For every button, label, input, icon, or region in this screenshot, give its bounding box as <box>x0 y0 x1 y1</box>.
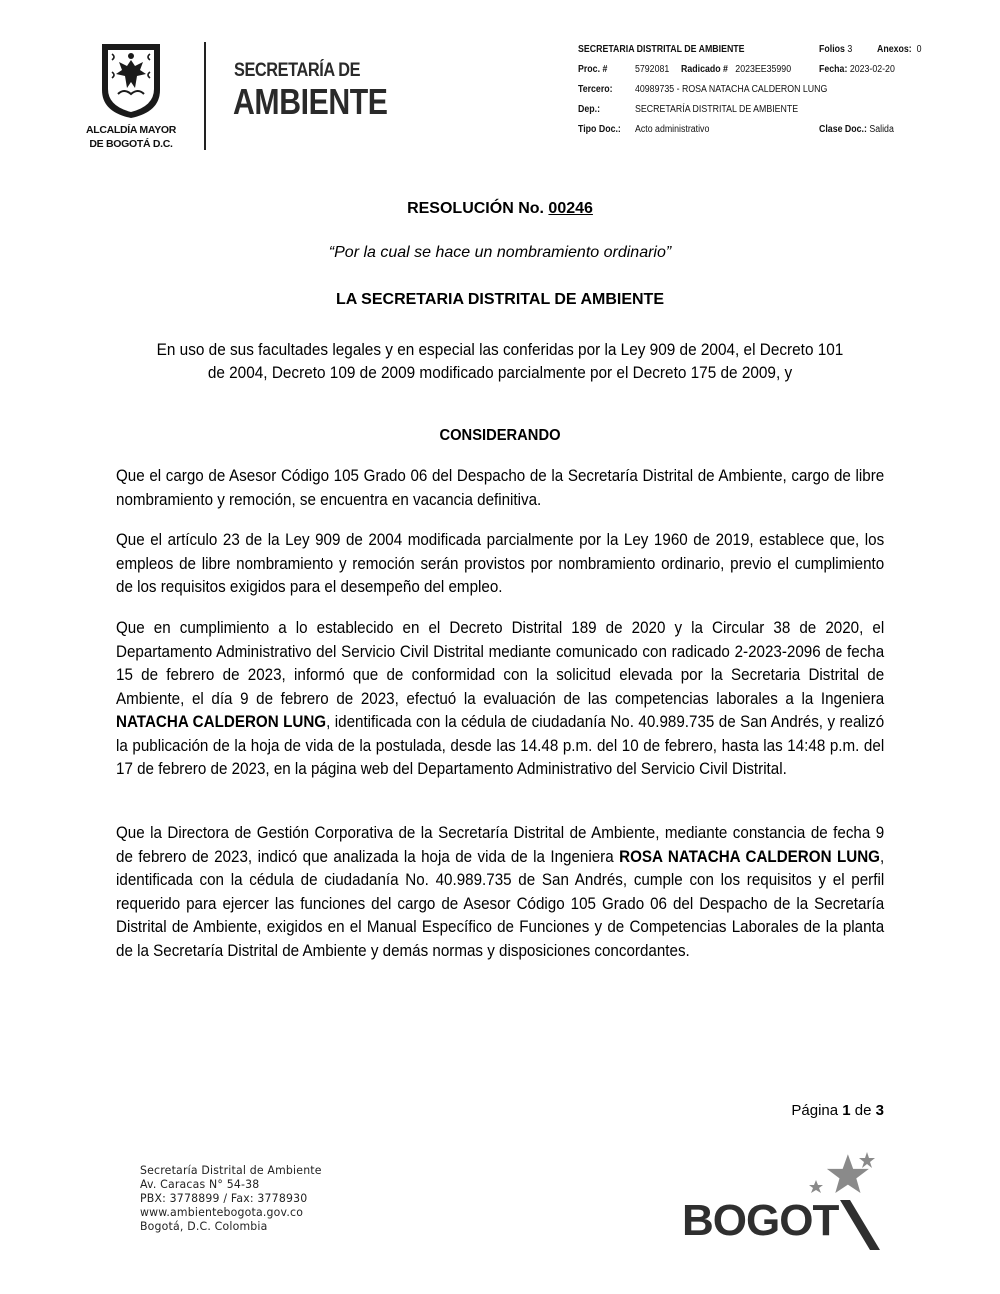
footer-address-line: Secretaría Distrital de Ambiente <box>140 1163 322 1177</box>
footer-address-line: Av. Caracas N° 54-38 <box>140 1177 260 1191</box>
clase <box>819 124 894 135</box>
paragraph-4 <box>116 822 884 963</box>
page-number <box>791 1102 884 1119</box>
dep-value <box>635 104 798 115</box>
radicado-value: 2023EE35990 <box>735 64 792 75</box>
paragraph-3-before: Que en cumplimiento a lo establecido en el Decreto Distrital 189 de 2020 y la Circular 38 de 2020, el Departamento Administrativo del Servicio Civil Distrital mediante comunicado con radicado 2-2023-2096 de fecha 15 de febrero de 2023, informó que de conformidad con la solicitud elevada por la Secretaria Distrital de Ambiente, el día 9 de febrero de 2023, efectuó la evaluación de las competencias laborales a la Ingeniera <box>116 619 885 708</box>
tipo-label <box>578 124 621 135</box>
proc-label-text: Proc. # <box>578 64 608 75</box>
footer-address <box>140 1163 322 1233</box>
footer-address-line: Bogotá, D.C. Colombia <box>140 1219 268 1233</box>
tercero-value-text: 40989735 - ROSA NATACHA CALDERON LUNG <box>635 84 828 95</box>
radicado <box>681 64 791 75</box>
proc-label <box>578 64 607 75</box>
tipo-value <box>635 124 709 135</box>
preamble: En uso de sus facultades legales y en especial las conferidas por la Ley 909 de 2004, el Decreto 101 de 2004, Decreto 109 de 2009 modificado parcialmente por el Decreto 175 de 2009, y <box>156 341 844 382</box>
folios-label: Folios <box>819 44 845 55</box>
dep-label-text: Dep.: <box>578 104 600 115</box>
paragraph-3-name: NATACHA CALDERON LUNG <box>116 713 327 731</box>
page-current: 1 <box>842 1102 851 1119</box>
paragraph-4-after: , identificada con la cédula de ciudadanía No. 40.989.735 de San Andrés, cumple con los requisitos y el perfil requerido para ejercer las funciones del cargo de Asesor Código 105 Grado 06 del Despacho de la Secretaría Distrital de Ambiente, exigidos en el Manual Específico de Funciones y de Competencias Laborales de la planta de la Secretaría Distrital de Ambiente y demás normas y disposiciones concordantes. <box>116 847 885 960</box>
clase-label: Clase Doc.: <box>819 124 867 135</box>
proc-value-text: 5792081 <box>635 64 670 75</box>
bogota-coat-of-arms-icon <box>100 42 162 120</box>
tipo-label-text: Tipo Doc.: <box>578 124 621 135</box>
dep-label <box>578 104 600 115</box>
footer-address-line: www.ambientebogota.gov.co <box>140 1205 304 1219</box>
dep-value-text: SECRETARÍA DISTRITAL DE AMBIENTE <box>635 104 799 115</box>
logo-divider <box>204 42 206 150</box>
paragraph-3 <box>116 617 884 782</box>
secretaria-logo-line1: SECRETARÍA DE <box>234 60 361 81</box>
paragraph-3-after: , identificada con la cédula de ciudadanía No. 40.989.735 de San Andrés, y realizó la publicación de la hoja de vida de la postulada, desde las 14.48 p.m. del 10 de febrero, hasta las 14:48 p.m. del 17 de febrero de 2023, en la página web del Departamento Administrativo del Servicio Civil Distrital. <box>116 713 885 778</box>
page-label: Página <box>791 1102 839 1119</box>
title-prefix: RESOLUCIÓN No. <box>407 200 549 217</box>
paragraph-1-text: Que el cargo de Asesor Código 105 Grado 06 del Despacho de la Secretaría Distrital de Ambiente, cargo de libre nombramiento y remoción, se encuentra en vacancia definitiva. <box>116 467 885 509</box>
anexos-label: Anexos: <box>877 44 912 55</box>
secretaria-logo-line2: AMBIENTE <box>233 81 388 122</box>
issuing-authority: LA SECRETARIA DISTRITAL DE AMBIENTE <box>336 291 664 308</box>
anexos-value: 0 <box>916 44 922 55</box>
bogota-logo-text: BOGOT <box>682 1196 839 1245</box>
footer-address-line: PBX: 3778899 / Fax: 3778930 <box>140 1191 308 1205</box>
paragraph-4-text <box>116 822 884 963</box>
page-of: de <box>854 1102 872 1119</box>
page-total: 3 <box>875 1102 884 1119</box>
resolution-subtitle: “Por la cual se hace un nombramiento ordinario” <box>328 244 672 261</box>
radicado-label: Radicado # <box>681 64 728 75</box>
tercero-value <box>635 84 827 95</box>
paragraph-4-name: ROSA NATACHA CALDERON LUNG <box>619 847 880 866</box>
fecha-value: 2023-02-20 <box>849 64 895 75</box>
fecha: Fecha: 2023-02-20 <box>819 64 895 75</box>
considerando-heading: CONSIDERANDO <box>439 427 561 444</box>
alcaldia-caption <box>80 123 182 151</box>
folios-value: 3 <box>847 44 853 55</box>
paragraph-2 <box>116 529 884 600</box>
paragraph-3-text <box>116 617 884 782</box>
tercero-label-text: Tercero: <box>578 84 613 95</box>
resolution-number: 00246 <box>548 200 593 217</box>
proc-value <box>635 64 669 75</box>
registry-row-1 <box>578 44 745 55</box>
paragraph-4-before: Que la Directora de Gestión Corporativa de la Secretaría Distrital de Ambiente, mediante constancia de fecha 9 de febrero de 2023, indicó que analizada la hoja de vida de la Ingeniera <box>116 824 885 866</box>
alcaldia-caption-line2: DE BOGOTÁ D.C. <box>89 138 173 150</box>
alcaldia-caption-line1: ALCALDÍA MAYOR <box>85 124 177 136</box>
tipo-value-text: Acto administrativo <box>635 124 710 135</box>
registry-folios <box>819 44 852 55</box>
registry-anexos <box>877 44 922 55</box>
resolution-title <box>0 200 1000 218</box>
tercero-label <box>578 84 613 95</box>
fecha-label: Fecha <box>819 64 845 75</box>
registry-entity: SECRETARIA DISTRITAL DE AMBIENTE <box>578 44 745 55</box>
paragraph-1 <box>116 465 884 512</box>
paragraph-2-text: Que el artículo 23 de la Ley 909 de 2004 modificada parcialmente por la Ley 1960 de 2019, establece que, los empleos de libre nombramiento y remoción serán provistos por nombramiento ordinario, previo el cumplimiento de los requisitos exigidos para el desempeño del empleo. <box>116 531 885 596</box>
clase-value: Salida <box>869 124 894 135</box>
